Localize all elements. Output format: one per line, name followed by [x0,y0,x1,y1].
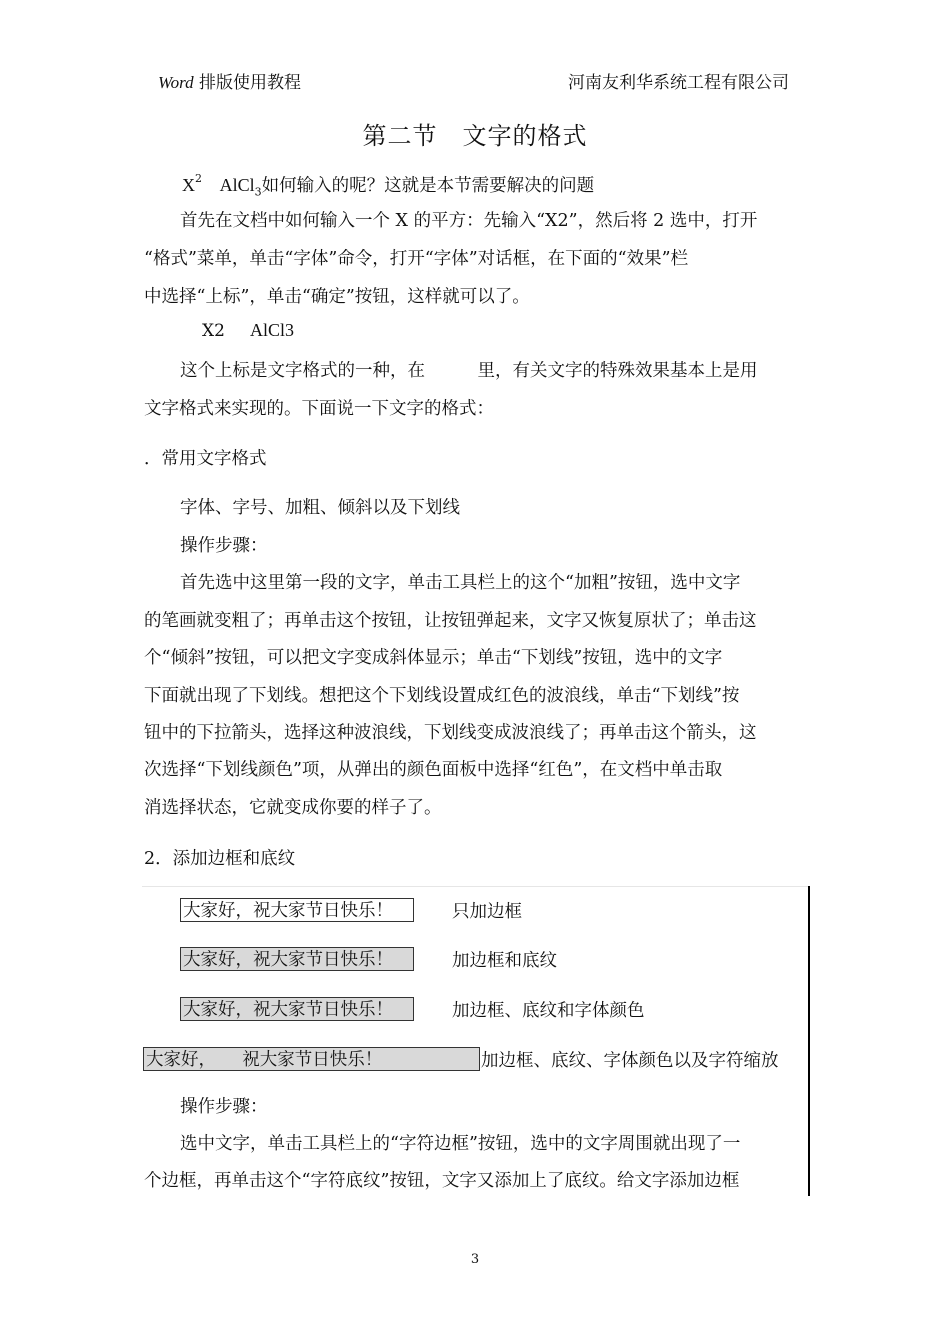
para3-line1: 首先选中这里第一段的文字，单击工具栏上的这个“加粗”按钮，选中文字 [180,573,741,593]
intro-rest: 如何输入的呢？这就是本节需要解决的问题 [261,176,595,196]
example-border-shading-color-desc: 加边框、底纹和字体颜色 [452,1001,645,1021]
page-number: 3 [470,1252,480,1267]
example-border-shading-scale: 大家好， 祝大家节日快乐！ [143,1047,480,1071]
steps-label: 操作步骤： [180,536,268,556]
example-border-shading-desc: 加边框和底纹 [452,951,557,971]
list1: 字体、字号、加粗、倾斜以及下划线 [180,498,460,518]
para4-line2: 个边框，再单击这个“字符底纹”按钮，文字又添加上了底纹。给文字添加边框 [144,1171,740,1191]
para1-line3: 中选择“上标”，单击“确定”按钮，这样就可以了。 [144,287,530,307]
header-left-text: 排版使用教程 [193,73,301,93]
example-alcl3: AlCl3 [250,320,295,340]
intro-sub: 3 [254,185,262,199]
intro-x: X [182,175,195,195]
para3-line5: 钮中的下拉箭头，选择这种波浪线，下划线变成波浪线了；再单击这个箭头，这 [144,723,757,743]
section1-heading: ．常用文字格式 [144,449,267,469]
para3-line7: 消选择状态，它就变成你要的样子了。 [144,798,442,818]
example-x2: X2 [202,321,225,341]
para2-line2: 文字格式来实现的。下面说一下文字的格式： [144,399,494,419]
para3-line4: 下面就出现了下划线。想把这个下划线设置成红色的波浪线，单击“下划线”按 [144,686,740,706]
frame-right-rule [808,886,810,1196]
para3-line3: 个“倾斜”按钮，可以把文字变成斜体显示；单击“下划线”按钮，选中的文字 [144,648,723,668]
example-border-only-desc: 只加边框 [452,902,522,922]
header-right: 河南友利华系统工程有限公司 [568,73,789,93]
para1-line1: 首先在文档中如何输入一个 X 的平方：先输入“X2”，然后将 2 选中，打开 [180,211,758,231]
example-border-shading-color: 大家好，祝大家节日快乐！ [180,997,414,1021]
para3-line2: 的笔画就变粗了；再单击这个按钮，让按钮弹起来，文字又恢复原状了；单击这 [144,611,757,631]
frame-top-rule [142,886,810,887]
section-title: 第二节 文字的格式 [362,122,588,150]
para2-line1: 这个上标是文字格式的一种，在 里，有关文字的特殊效果基本上是用 [180,361,758,381]
header-word: Word [158,73,194,92]
section2-heading: 2．添加边框和底纹 [144,849,296,869]
intro-alcl: AlCl [219,175,255,195]
header-left [158,68,301,93]
example-border-shading-scale-desc: 加边框、底纹、字体颜色以及字符缩放 [481,1051,779,1071]
example-border-only: 大家好，祝大家节日快乐！ [180,898,414,922]
para1-line2: “格式”菜单，单击“字体”命令，打开“字体”对话框，在下面的“效果”栏 [144,249,689,269]
para4-line1: 选中文字，单击工具栏上的“字符边框”按钮，选中的文字周围就出现了一 [180,1134,741,1154]
intro-line [182,172,594,199]
example-border-shading: 大家好，祝大家节日快乐！ [180,947,414,971]
intro-sup: 2 [195,172,202,186]
para3-line6: 次选择“下划线颜色”项，从弹出的颜色面板中选择“红色”，在文档中单击取 [144,760,723,780]
steps-label-2: 操作步骤： [180,1097,268,1117]
